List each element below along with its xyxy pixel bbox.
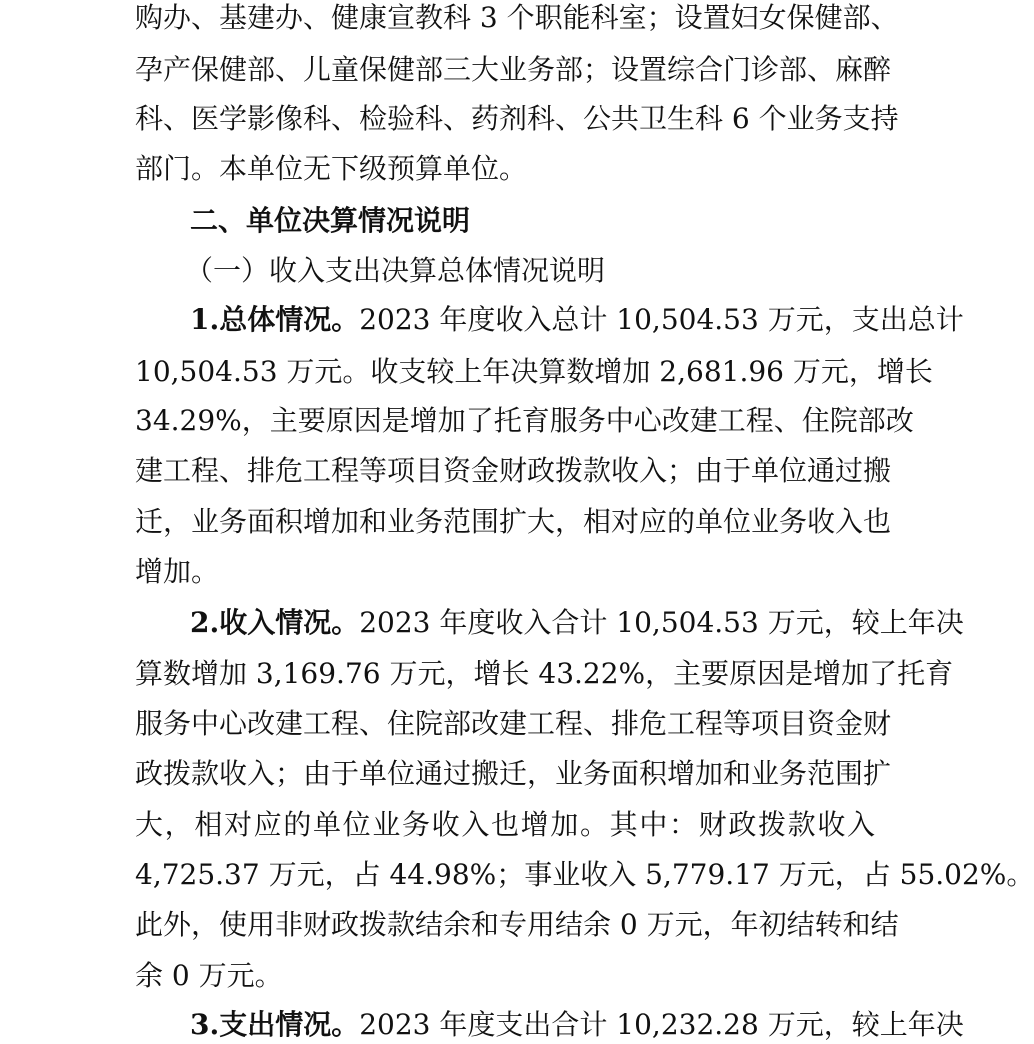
line-text: 2023 年度支出合计 10,232.28 万元，较上年决 bbox=[359, 1008, 964, 1041]
paragraph-line bbox=[135, 504, 892, 540]
paragraph-lead: 2.收入情况。 bbox=[190, 606, 360, 639]
line-text: 孕产保健部、儿童保健部三大业务部；设置综合门诊部、麻醉 bbox=[135, 53, 892, 86]
line-text: 科、医学影像科、检验科、药剂科、公共卫生科 6 个业务支持 bbox=[135, 102, 899, 135]
section-heading-text: 二、单位决算情况说明 bbox=[190, 204, 471, 237]
paragraph-line bbox=[135, 756, 892, 792]
paragraph-line bbox=[190, 1007, 964, 1043]
subsection-heading-text: （一）收入支出决算总体情况说明 bbox=[185, 254, 606, 287]
line-text: 10,504.53 万元。收支较上年决算数增加 2,681.96 万元，增长 bbox=[135, 355, 933, 388]
line-text: 部门。本单位无下级预算单位。 bbox=[135, 152, 528, 185]
line-text: 建工程、排危工程等项目资金财政拨款收入；由于单位通过搬 bbox=[135, 454, 892, 487]
paragraph-line bbox=[135, 958, 875, 994]
paragraph-line bbox=[135, 656, 954, 692]
paragraph-line bbox=[135, 807, 875, 843]
paragraph-line bbox=[190, 605, 964, 641]
section-heading bbox=[190, 203, 690, 239]
paragraph-lead: 3.支出情况。 bbox=[190, 1008, 360, 1041]
line-text: 增加。 bbox=[135, 555, 220, 588]
line-text: 大，相对应的单位业务收入也增加。其中：财政拨款收入 bbox=[135, 808, 875, 841]
paragraph-line bbox=[135, 706, 892, 742]
line-text: 2023 年度收入总计 10,504.53 万元，支出总计 bbox=[359, 303, 964, 336]
line-text: 购办、基建办、健康宣教科 3 个职能科室；设置妇女保健部、 bbox=[135, 1, 899, 34]
paragraph-line bbox=[135, 907, 899, 943]
line-text: 服务中心改建工程、住院部改建工程、排危工程等项目资金财 bbox=[135, 707, 892, 740]
line-text: 此外，使用非财政拨款结余和专用结余 0 万元，年初结转和结 bbox=[135, 908, 899, 941]
paragraph-line bbox=[135, 151, 875, 187]
line-text: 34.29%，主要原因是增加了托育服务中心改建工程、住院部改 bbox=[135, 404, 914, 437]
subsection-heading bbox=[185, 253, 685, 289]
paragraph-line bbox=[135, 52, 892, 88]
line-text: 政拨款收入；由于单位通过搬迁，业务面积增加和业务范围扩 bbox=[135, 757, 892, 790]
paragraph-line bbox=[135, 101, 899, 137]
line-text: 算数增加 3,169.76 万元，增长 43.22%，主要原因是增加了托育 bbox=[135, 657, 954, 690]
paragraph-line bbox=[190, 302, 964, 338]
paragraph-line bbox=[135, 857, 1034, 893]
line-text: 4,725.37 万元，占 44.98%；事业收入 5,779.17 万元，占 55.02%。 bbox=[135, 858, 1034, 891]
paragraph-line bbox=[135, 403, 914, 439]
paragraph-line bbox=[135, 453, 892, 489]
paragraph-line bbox=[135, 0, 899, 36]
paragraph-lead: 1.总体情况。 bbox=[190, 303, 360, 336]
paragraph-line bbox=[135, 554, 875, 590]
line-text: 2023 年度收入合计 10,504.53 万元，较上年决 bbox=[359, 606, 964, 639]
paragraph-line bbox=[135, 354, 933, 390]
line-text: 迁，业务面积增加和业务范围扩大，相对应的单位业务收入也 bbox=[135, 505, 892, 538]
line-text: 余 0 万元。 bbox=[135, 959, 283, 992]
